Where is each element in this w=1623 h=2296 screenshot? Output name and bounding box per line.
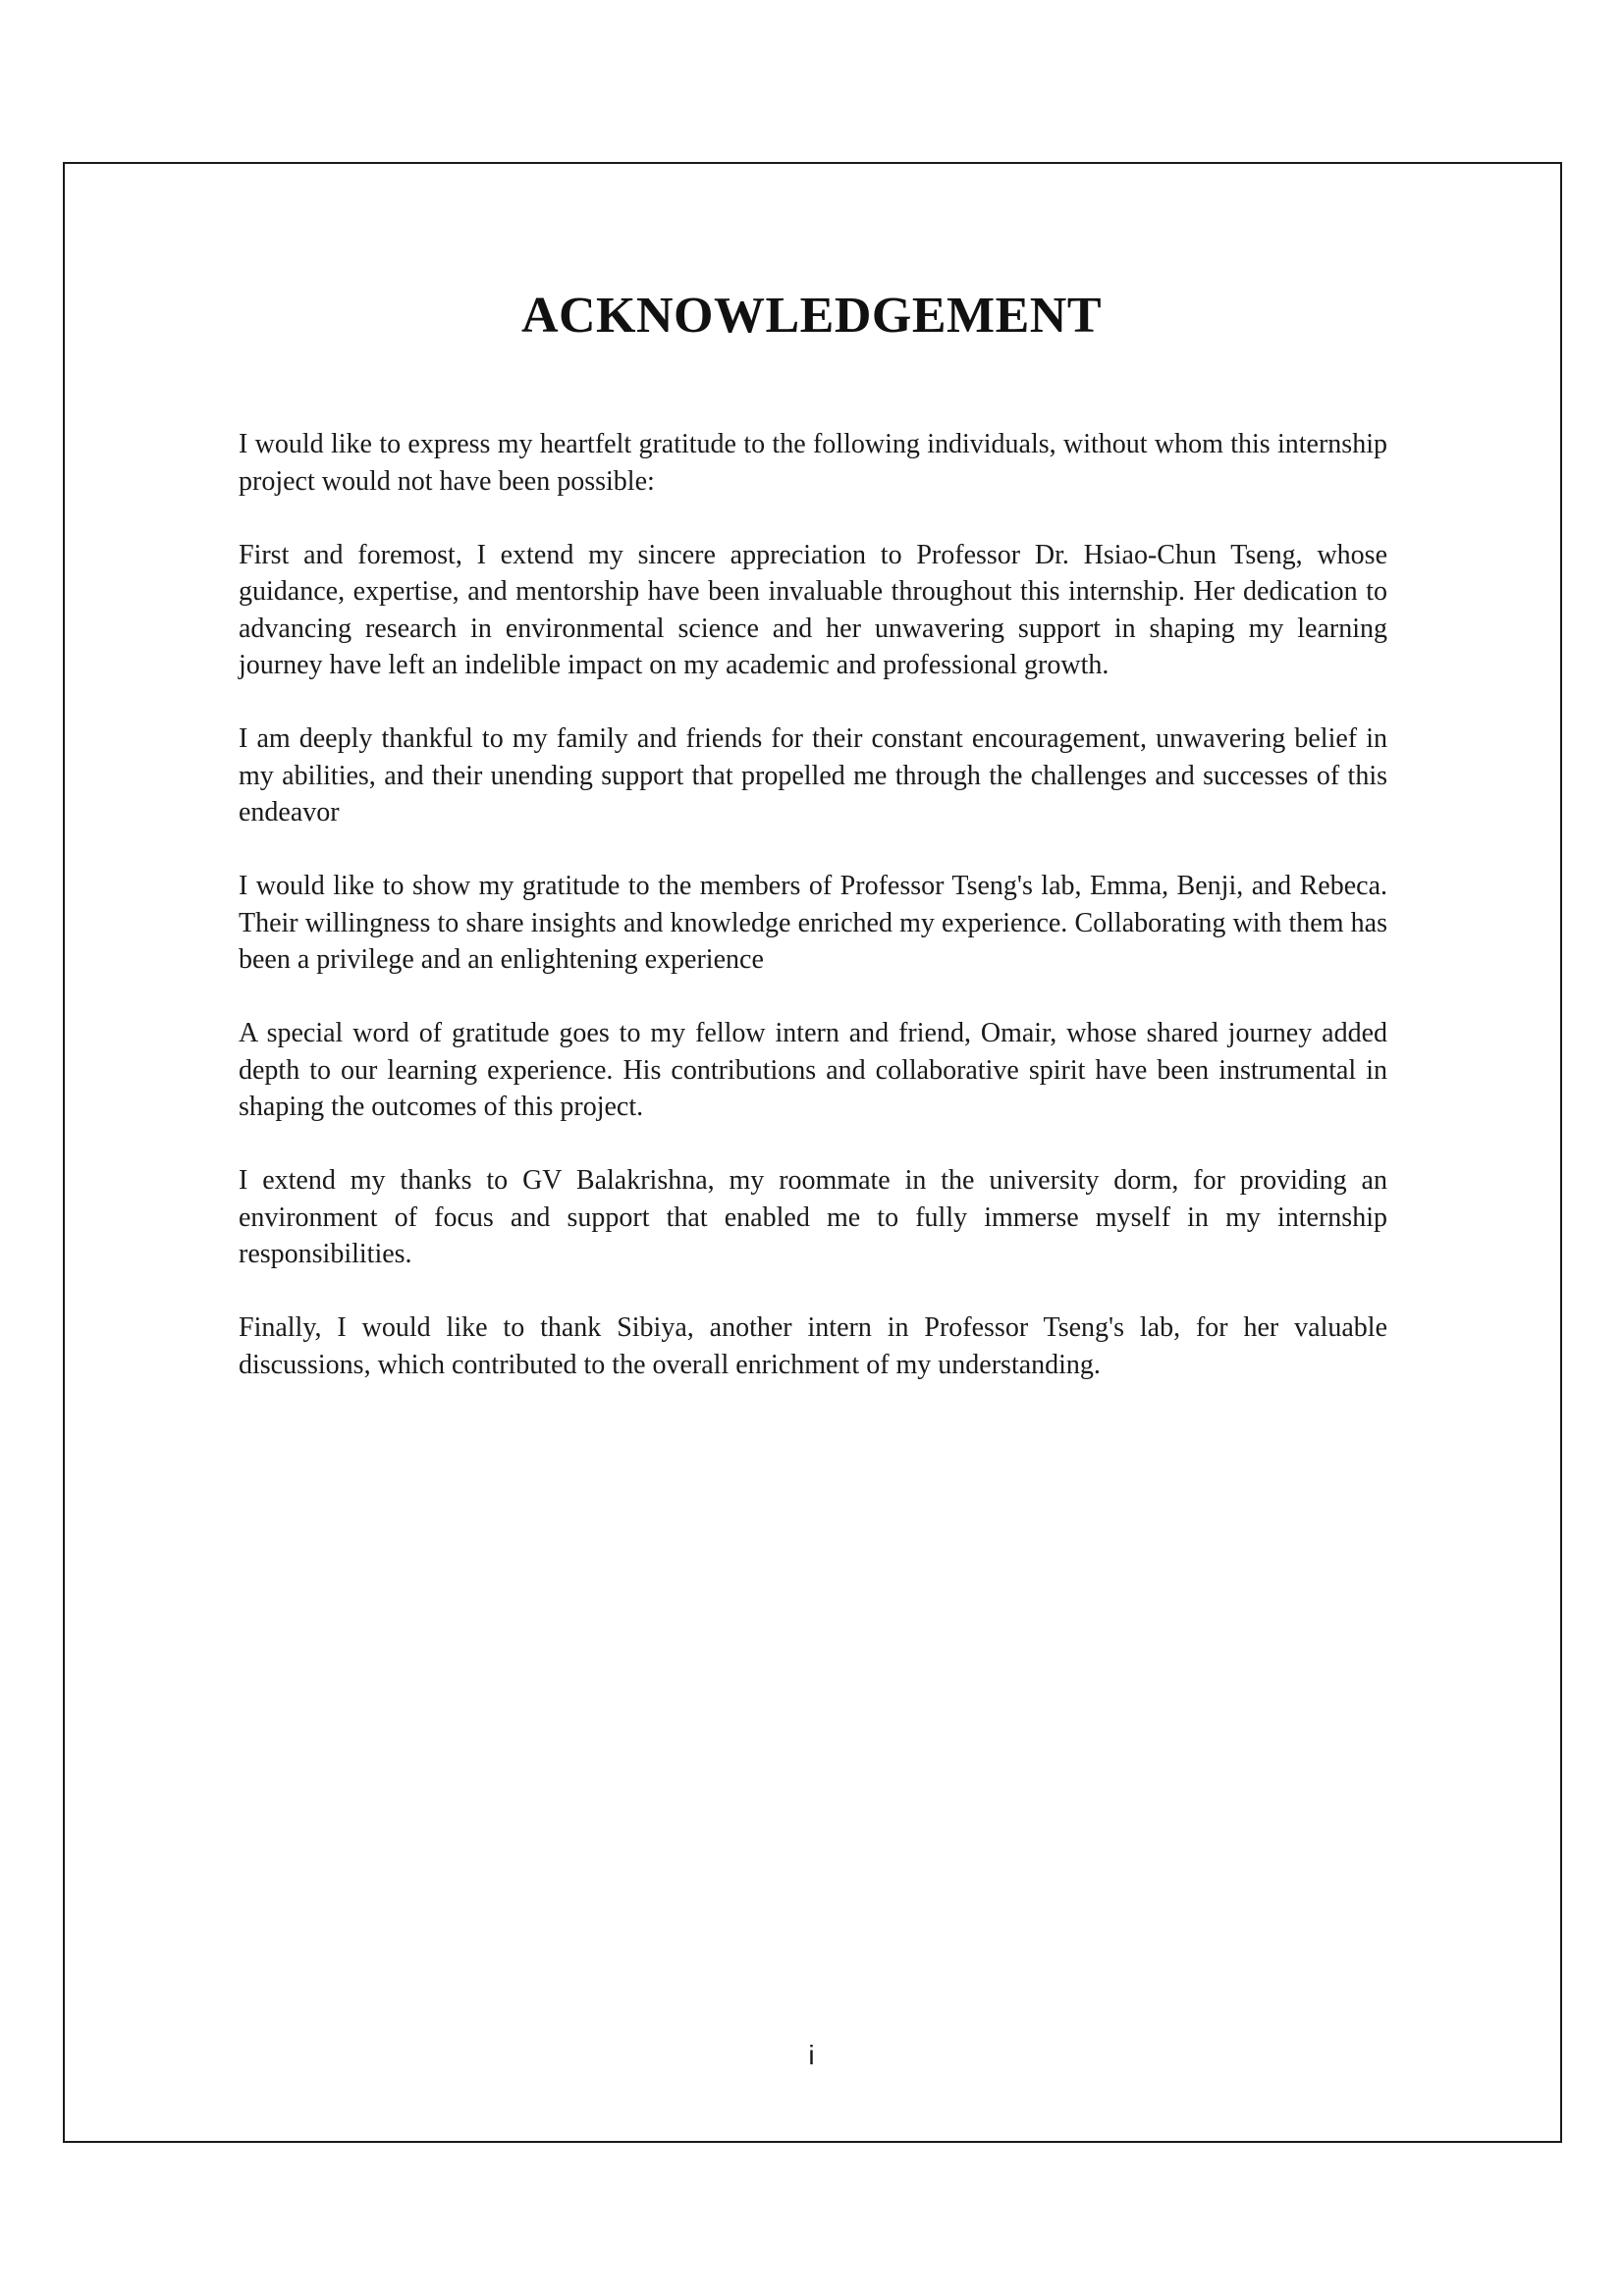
paragraph-intro: I would like to express my heartfelt gratitude to the following individuals, without whom this internship project would not have been possible: xyxy=(239,429,1387,497)
page-number: i xyxy=(808,2040,815,2070)
page-title: ACKNOWLEDGEMENT xyxy=(520,288,1103,344)
paragraph-professor: First and foremost, I extend my sincere appreciation to Professor Dr. Hsiao-Chun Tseng, whose guidance, expertise, and mentorship have been invaluable throughout this internship. Her dedication to advancing research in environmental science and her unwavering support in shaping my learning journey have left an indelible impact on my academic and professional growth. xyxy=(239,539,1387,680)
acknowledgement-body xyxy=(239,426,1387,1420)
paragraph-family: I am deeply thankful to my family and friends for their constant encouragement, unwavering belief in my abilities, and their unending support that propelled me through the challenges and successes of this endeavor xyxy=(239,723,1387,828)
paragraph-lab-members: I would like to show my gratitude to the members of Professor Tseng's lab, Emma, Benji, and Rebeca. Their willingness to share insights and knowledge enriched my experience. Collaborating with them has been a privilege and an enlightening experience xyxy=(239,871,1387,975)
paragraph-fellow-intern: A special word of gratitude goes to my fellow intern and friend, Omair, whose shared journey added depth to our learning experience. His contributions and collaborative spirit have been instrumental in shaping the outcomes of this project. xyxy=(239,1018,1387,1122)
paragraph-final: Finally, I would like to thank Sibiya, another intern in Professor Tseng's lab, for her valuable discussions, which contributed to the overall enrichment of my understanding. xyxy=(239,1312,1387,1380)
paragraph-roommate: I extend my thanks to GV Balakrishna, my roommate in the university dorm, for providing an environment of focus and support that enabled me to fully immerse myself in my internship responsibilities. xyxy=(239,1165,1387,1269)
